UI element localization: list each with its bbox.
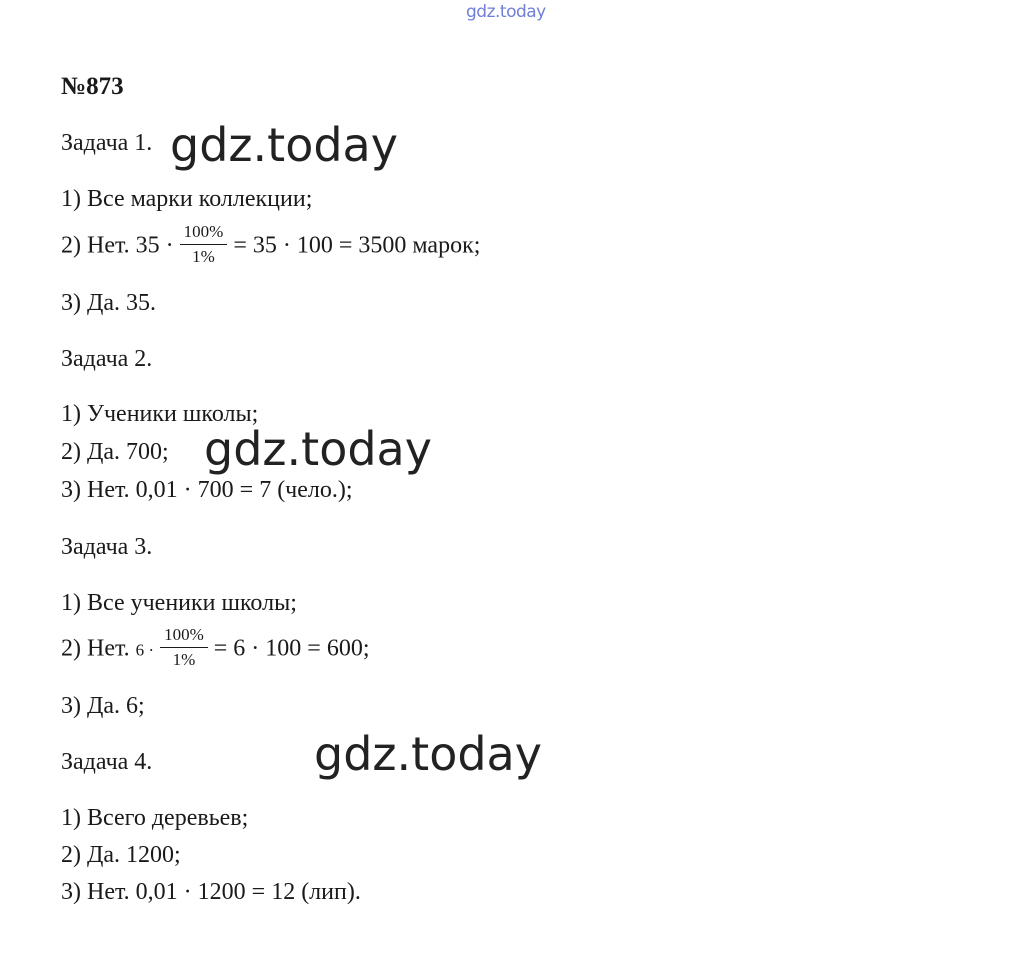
fraction-numerator: 100% [160, 625, 208, 648]
task-1-line-2 [61, 224, 480, 270]
watermark-2: gdz.today [204, 422, 432, 476]
fraction [160, 625, 208, 671]
fraction-denominator: 1% [192, 247, 215, 267]
page-title: №873 [61, 73, 124, 100]
task-4-heading: Задача 4. [61, 749, 153, 775]
task-3-line-3: 3) Да. 6; [61, 693, 145, 719]
task-3-coefficient: 6 · [135, 640, 155, 660]
task-3-heading: Задача 3. [61, 534, 153, 560]
task-2-line-1: 1) Ученики школы; [61, 401, 259, 427]
task-4-line-1: 1) Всего деревьев; [61, 805, 249, 831]
task-4-line-3: 3) Нет. 0,01 · 1200 = 12 (лип). [61, 879, 361, 905]
task-1-line-2-result: = 35 · 100 = 3500 марок; [233, 232, 481, 259]
task-3-line-1: 1) Все ученики школы; [61, 590, 297, 616]
watermark-3: gdz.today [314, 727, 542, 781]
fraction [180, 222, 228, 268]
task-2-line-2: 2) Да. 700; [61, 439, 169, 465]
task-3-line-2-result: = 6 · 100 = 600; [213, 635, 370, 662]
task-1-heading: Задача 1. [61, 130, 153, 156]
watermark-top: gdz.today [466, 2, 546, 22]
task-3-line-2-prefix: 2) Нет. [61, 635, 130, 662]
task-2-line-3: 3) Нет. 0,01 · 700 = 7 (чело.); [61, 477, 353, 503]
fraction-denominator: 1% [172, 650, 196, 670]
task-1-line-3: 3) Да. 35. [61, 290, 157, 316]
task-1-line-2-prefix: 2) Нет. 35 · [61, 232, 174, 259]
task-1-line-1: 1) Все марки коллекции; [61, 186, 313, 212]
watermark-1: gdz.today [170, 118, 398, 172]
task-4-line-2: 2) Да. 1200; [61, 842, 181, 868]
task-3-line-2 [61, 627, 370, 673]
fraction-numerator: 100% [180, 222, 228, 245]
task-2-heading: Задача 2. [61, 346, 153, 372]
